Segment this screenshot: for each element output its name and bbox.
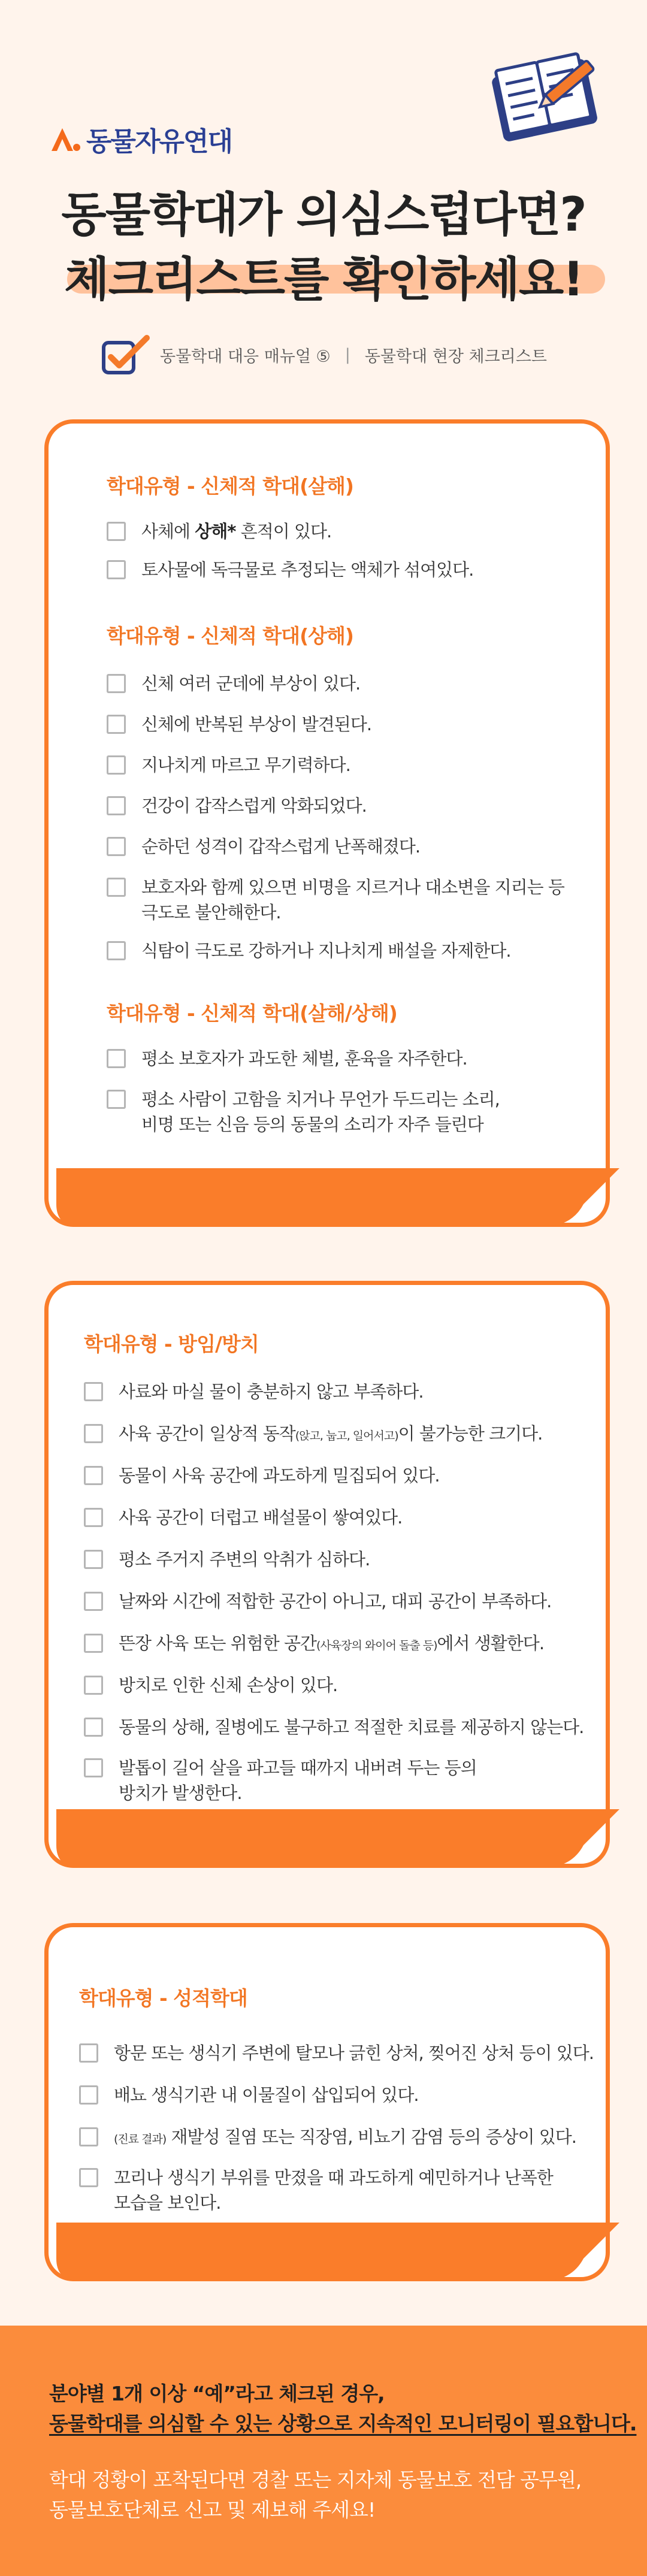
item-text: (진료 결과) 재발성 질염 또는 직장염, 비뇨기 감염 등의 증상이 있다. [114, 2127, 576, 2147]
checkbox-check-icon [100, 333, 152, 376]
checklist-item[interactable] [107, 671, 360, 696]
checklist-item[interactable] [107, 519, 331, 544]
checkbox[interactable] [84, 1758, 103, 1777]
checkbox[interactable] [79, 2127, 98, 2146]
brand-logo [49, 120, 232, 158]
subtitle-series: 동물학대 대응 매뉴얼 ⑤ [160, 347, 331, 366]
item-text: 평소 주거지 주변의 악취가 심하다. [119, 1549, 370, 1570]
item-text: 항문 또는 생식기 주변에 탈모나 긁힌 상처, 찢어진 상처 등이 있다. [114, 2043, 594, 2063]
footer-line1: 분야별 1개 이상 “예”라고 체크된 경우, [49, 2382, 385, 2405]
checklist-item[interactable] [84, 1463, 440, 1488]
checkbox[interactable] [84, 1592, 103, 1611]
headline-line2: 체크리스트를 확인하세요! [64, 253, 583, 307]
checklist-item[interactable] [84, 1589, 551, 1614]
checkbox[interactable] [84, 1634, 103, 1653]
item-text: 방치로 인한 신체 손상이 있다. [119, 1675, 338, 1695]
section-title-sexual-abuse: 학대유형 - 성적학대 [79, 1987, 247, 2010]
checklist-item[interactable] [107, 557, 473, 582]
item-text: 사육 공간이 일상적 동작(앉고, 눕고, 일어서고)이 불가능한 크기다. [119, 1423, 543, 1444]
item-text: 사육 공간이 더럽고 배설물이 쌓여있다. [119, 1507, 403, 1528]
checkbox[interactable] [107, 941, 126, 960]
section-title-physical-injury: 학대유형 - 신체적 학대(상해) [107, 624, 353, 648]
checkbox[interactable] [84, 1424, 103, 1443]
item-text: 토사물에 독극물로 추정되는 액체가 섞여있다. [141, 560, 474, 580]
checklist-item[interactable] [79, 2124, 576, 2152]
checkbox[interactable] [79, 2043, 98, 2063]
checklist-item[interactable] [84, 1715, 583, 1740]
checkbox[interactable] [79, 2085, 98, 2105]
item-text: 평소 보호자가 과도한 체벌, 훈육을 자주한다. [141, 1048, 467, 1069]
paper-curl-decoration [44, 2223, 640, 2288]
item-text: 동물의 상해, 질병에도 불구하고 적절한 치료를 제공하지 않는다. [119, 1717, 584, 1737]
item-text: 신체 여러 군데에 부상이 있다. [141, 673, 361, 694]
section-title-neglect: 학대유형 - 방임/방치 [84, 1332, 259, 1356]
checklist-item[interactable] [107, 875, 564, 925]
checkbox[interactable] [84, 1718, 103, 1737]
footer-banner [0, 2326, 647, 2576]
item-text: 사체에 상해* 흔적이 있다. [141, 521, 332, 542]
paper-curl-decoration [44, 1168, 640, 1234]
item-text: 발톱이 길어 살을 파고들 때까지 내버려 두는 등의 방치가 발생한다. [119, 1758, 477, 1803]
footer-line4: 동물보호단체로 신고 및 제보해 주세요! [49, 2498, 376, 2521]
checklist-item[interactable] [79, 2165, 553, 2215]
brand-mark-icon [49, 126, 83, 152]
item-text: 평소 사람이 고함을 치거나 무언가 두드리는 소리, 비명 또는 신음 등의 동물의 소리가 자주 들린다 [141, 1089, 500, 1135]
checkbox[interactable] [79, 2168, 98, 2187]
checklist-item[interactable] [107, 793, 367, 818]
item-text: 꼬리나 생식기 부위를 만졌을 때 과도하게 예민하거나 난폭한 모습을 보인다. [114, 2167, 553, 2213]
headline-line1: 동물학대가 의심스럽다면? [61, 188, 586, 242]
checklist-item[interactable] [79, 2040, 594, 2066]
checkbox[interactable] [107, 715, 126, 734]
checklist-item[interactable] [84, 1547, 370, 1572]
checklist-item[interactable] [107, 1087, 500, 1137]
item-text: 지나치게 마르고 무기력하다. [141, 755, 350, 775]
checkbox[interactable] [107, 755, 126, 775]
item-text: 사료와 마실 물이 충분하지 않고 부족하다. [119, 1381, 424, 1402]
item-text: 식탐이 극도로 강하거나 지나치게 배설을 자제한다. [141, 941, 511, 961]
footer-line3: 학대 정황이 포착된다면 경찰 또는 지자체 동물보호 전담 공무원, [49, 2468, 582, 2492]
item-text: 동물이 사육 공간에 과도하게 밀집되어 있다. [119, 1465, 440, 1486]
checklist-item[interactable] [107, 834, 420, 859]
item-text: 순하던 성격이 갑작스럽게 난폭해졌다. [141, 836, 421, 857]
checkbox[interactable] [107, 560, 126, 579]
checkbox[interactable] [84, 1550, 103, 1569]
checklist-item[interactable] [84, 1421, 542, 1449]
item-text: 뜬장 사육 또는 위험한 공간(사육장의 와이어 돌출 등)에서 생활한다. [119, 1633, 545, 1653]
checklist-item[interactable] [107, 1046, 467, 1071]
item-text: 건강이 갑작스럽게 악화되었다. [141, 796, 367, 816]
checklist-item[interactable] [84, 1379, 424, 1404]
section-title-physical-both: 학대유형 - 신체적 학대(살해/상해) [107, 1002, 397, 1025]
brand-name: 동물자유연대 [86, 126, 232, 157]
checklist-item[interactable] [84, 1673, 337, 1698]
checkbox[interactable] [107, 796, 126, 815]
checkbox[interactable] [107, 674, 126, 693]
checklist-item[interactable] [84, 1505, 402, 1530]
item-text: 배뇨 생식기관 내 이물질이 삽입되어 있다. [114, 2085, 419, 2105]
paper-curl-decoration [44, 1809, 640, 1875]
section-title-physical-killing: 학대유형 - 신체적 학대(살해) [107, 474, 353, 498]
subtitle [0, 333, 647, 376]
checkbox[interactable] [84, 1382, 103, 1401]
checkbox[interactable] [107, 1090, 126, 1109]
footer-line2: 동물학대를 의심할 수 있는 상황으로 지속적인 모니터링이 필요합니다. [49, 2412, 637, 2435]
checkbox[interactable] [84, 1508, 103, 1527]
subtitle-divider: | [344, 345, 350, 364]
item-text: 신체에 반복된 부상이 발견된다. [141, 714, 372, 734]
checklist-item[interactable] [107, 752, 350, 778]
notebook-pencil-icon [485, 43, 605, 142]
item-text: 보호자와 함께 있으면 비명을 지르거나 대소변을 지리는 등 극도로 불안해한다. [141, 877, 564, 923]
subtitle-topic: 동물학대 현장 체크리스트 [364, 347, 547, 366]
checklist-item[interactable] [84, 1755, 477, 1806]
checkbox[interactable] [107, 1049, 126, 1068]
item-text: 날짜와 시간에 적합한 공간이 아니고, 대피 공간이 부족하다. [119, 1591, 552, 1611]
checklist-item[interactable] [79, 2082, 419, 2108]
checkbox[interactable] [84, 1466, 103, 1485]
checkbox[interactable] [84, 1676, 103, 1695]
checkbox[interactable] [107, 878, 126, 897]
checklist-item[interactable] [107, 712, 371, 737]
checklist-item[interactable] [107, 938, 511, 963]
checkbox[interactable] [107, 522, 126, 541]
checklist-item[interactable] [84, 1631, 544, 1658]
checkbox[interactable] [107, 837, 126, 856]
